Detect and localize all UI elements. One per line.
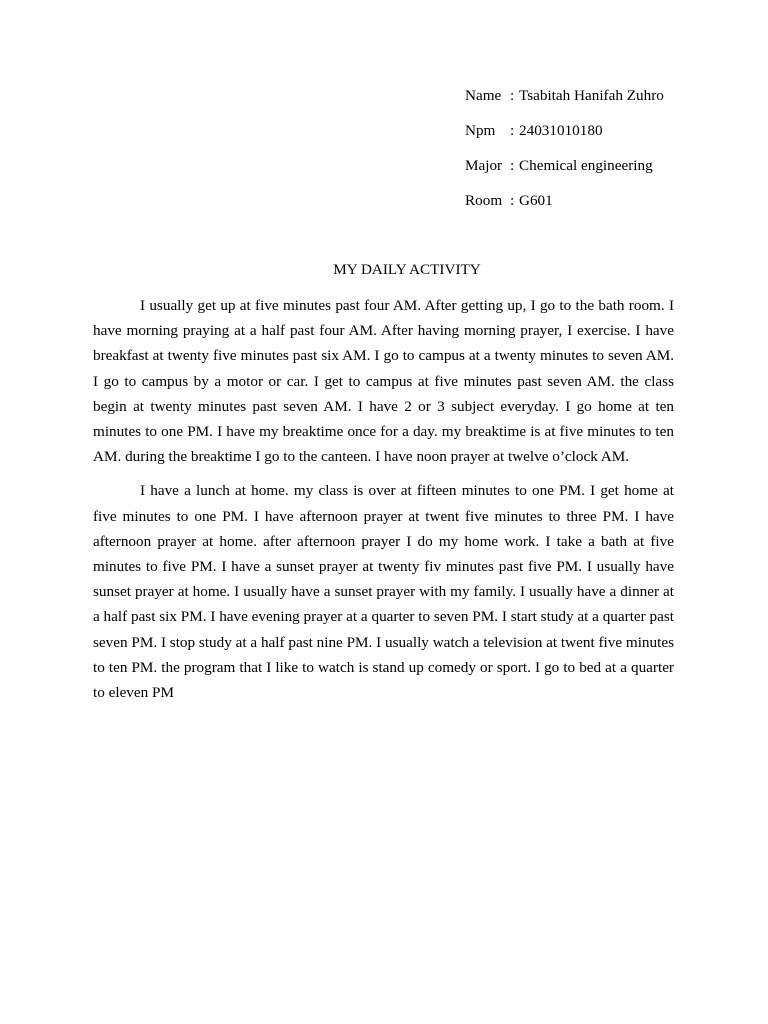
npm-row (465, 121, 725, 156)
npm-value: 24031010180 (519, 122, 603, 139)
major-separator: : (510, 157, 515, 174)
npm-label: Npm (465, 122, 496, 139)
room-row (465, 191, 725, 226)
room-separator: : (510, 192, 515, 209)
name-label: Name (465, 87, 502, 104)
document-body (93, 293, 674, 714)
room-label: Room (465, 192, 503, 209)
student-info-block (465, 86, 725, 226)
major-value: Chemical engineering (519, 157, 653, 174)
name-row (465, 86, 725, 121)
name-value: Tsabitah Hanifah Zuhro (519, 87, 664, 104)
name-separator: : (510, 87, 515, 104)
paragraph-2: I have a lunch at home. my class is over at fifteen minutes to one PM. I get home at five minutes to one PM. I have afternoon prayer at twent five minutes to three PM. I have afternoon prayer at home. after afternoon prayer I do my home work. I take a bath at five minutes to five PM. I have a sunset prayer at twenty fiv minutes past five PM. I usually have sunset prayer at home. I usually have a sunset prayer with my family. I usually have a dinner at a half past six PM. I have evening prayer at a quarter to seven PM. I start study at a quarter past seven PM. I stop study at a half past nine PM. I usually watch a television at twent five minutes to ten PM. the program that I like to watch is stand up comedy or sport. I go to bed at a quarter to eleven PM (93, 482, 674, 702)
room-value: G601 (519, 192, 553, 209)
document-title: MY DAILY ACTIVITY (333, 261, 481, 278)
major-label: Major (465, 157, 503, 174)
paragraph-1: I usually get up at five minutes past four AM. After getting up, I go to the bath room. I have morning praying at a half past four AM. After having morning prayer, I exercise. I have breakfast at twenty five minutes past six AM. I go to campus at a twenty minutes to seven AM. I go to campus by a motor or car. I get to campus at five minutes past seven AM. the class begin at twenty minutes past seven AM. I have 2 or 3 subject everyday. I go home at ten minutes to one PM. I have my breaktime once for a day. my breaktime is at five minutes to ten AM. during the breaktime I go to the canteen. I have noon prayer at twelve o’clock AM. (93, 297, 674, 466)
npm-separator: : (510, 122, 515, 139)
major-row (465, 156, 725, 191)
